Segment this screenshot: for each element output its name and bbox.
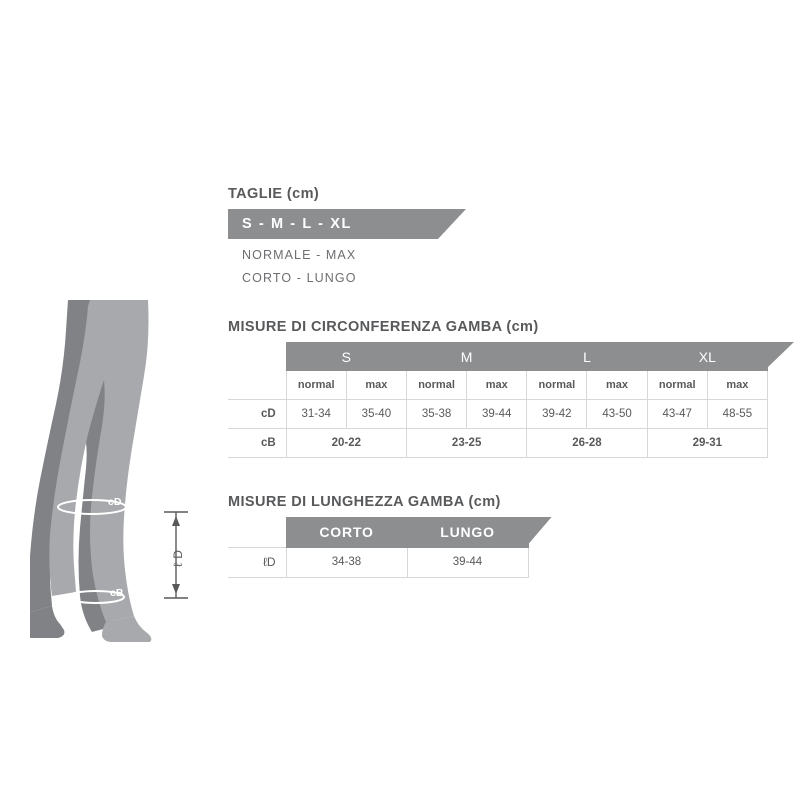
- table-row-size-headers: [228, 343, 768, 371]
- table-row-ld: [228, 547, 528, 577]
- sizes-block: [228, 209, 438, 285]
- sizes-section: [228, 186, 768, 285]
- subheader-s-normal: normal: [286, 371, 346, 400]
- subheader-m-normal: normal: [406, 371, 466, 400]
- ld-label: ℓ D: [171, 549, 185, 567]
- sizes-sub-normale-max: NORMALE - MAX: [242, 248, 357, 262]
- size-header-s: S: [286, 343, 406, 371]
- subheader-xl-normal: normal: [647, 371, 707, 400]
- cell-cd-s-max: 35-40: [346, 399, 406, 428]
- leg-illustration-svg: [30, 300, 230, 660]
- front-leg-shape: [49, 300, 148, 622]
- ld-arrowhead-bottom: [172, 584, 180, 594]
- table-row-cd: [228, 399, 768, 428]
- subheader-l-normal: normal: [527, 371, 587, 400]
- row-label-cb: cB: [228, 428, 286, 457]
- sizes-sub-corto-lungo: CORTO - LUNGO: [242, 271, 357, 285]
- sizes-title: TAGLIE (cm): [228, 186, 320, 202]
- length-table-corner-cell: [228, 517, 286, 547]
- table-row-sub-headers: [228, 371, 768, 400]
- length-table: [228, 517, 529, 578]
- cell-cd-xl-normal: 43-47: [647, 399, 707, 428]
- table-row-cb: [228, 428, 768, 457]
- size-header-m: M: [406, 343, 526, 371]
- length-header-corto: CORTO: [286, 517, 407, 547]
- spacer-circ-len: [228, 458, 768, 494]
- circumference-banner-tail-shape: [768, 342, 794, 367]
- subheader-s-max: max: [346, 371, 406, 400]
- banner-tail-shape: [438, 209, 466, 239]
- table-corner-cell-2: [228, 371, 286, 400]
- sizes-banner: [228, 209, 438, 239]
- circumference-section: [228, 319, 768, 458]
- subheader-xl-max: max: [707, 371, 767, 400]
- leg-illustration: [30, 300, 230, 660]
- table-corner-cell: [228, 343, 286, 371]
- cell-cb-xl: 29-31: [647, 428, 767, 457]
- cell-cd-xl-max: 48-55: [707, 399, 767, 428]
- cell-cb-s: 20-22: [286, 428, 406, 457]
- length-title: MISURE DI LUNGHEZZA GAMBA (cm): [228, 493, 501, 510]
- cell-cb-l: 26-28: [527, 428, 647, 457]
- length-header-lungo: LUNGO: [407, 517, 528, 547]
- spacer-sizes-circ: [228, 285, 768, 319]
- cell-cb-m: 23-25: [406, 428, 526, 457]
- cell-ld-lungo: 39-44: [407, 547, 528, 577]
- size-header-l: L: [527, 343, 647, 371]
- sizes-banner-label: S - M - L - XL: [242, 216, 352, 232]
- circumference-table: [228, 342, 768, 458]
- cell-cd-l-normal: 39-42: [527, 399, 587, 428]
- row-label-ld: ℓD: [228, 547, 286, 577]
- subheader-l-max: max: [587, 371, 647, 400]
- size-header-xl: XL: [647, 343, 767, 371]
- cd-label: cD: [108, 496, 122, 508]
- cell-ld-corto: 34-38: [286, 547, 407, 577]
- subheader-m-max: max: [467, 371, 527, 400]
- length-table-wrap: [228, 517, 528, 578]
- circumference-title: MISURE DI CIRCONFERENZA GAMBA (cm): [228, 319, 539, 335]
- cell-cd-m-max: 39-44: [467, 399, 527, 428]
- cell-cd-s-normal: 31-34: [286, 399, 346, 428]
- size-chart-content: [228, 186, 768, 578]
- length-banner-tail-shape: [528, 517, 552, 545]
- row-label-cd: cD: [228, 399, 286, 428]
- table-row-length-headers: [228, 517, 528, 547]
- cell-cd-l-max: 43-50: [587, 399, 647, 428]
- cell-cd-m-normal: 35-38: [406, 399, 466, 428]
- cb-label: cB: [110, 587, 124, 599]
- length-section: [228, 494, 768, 578]
- circumference-table-wrap: [228, 342, 768, 458]
- back-foot-shape: [30, 606, 64, 638]
- ld-arrowhead-top: [172, 516, 180, 526]
